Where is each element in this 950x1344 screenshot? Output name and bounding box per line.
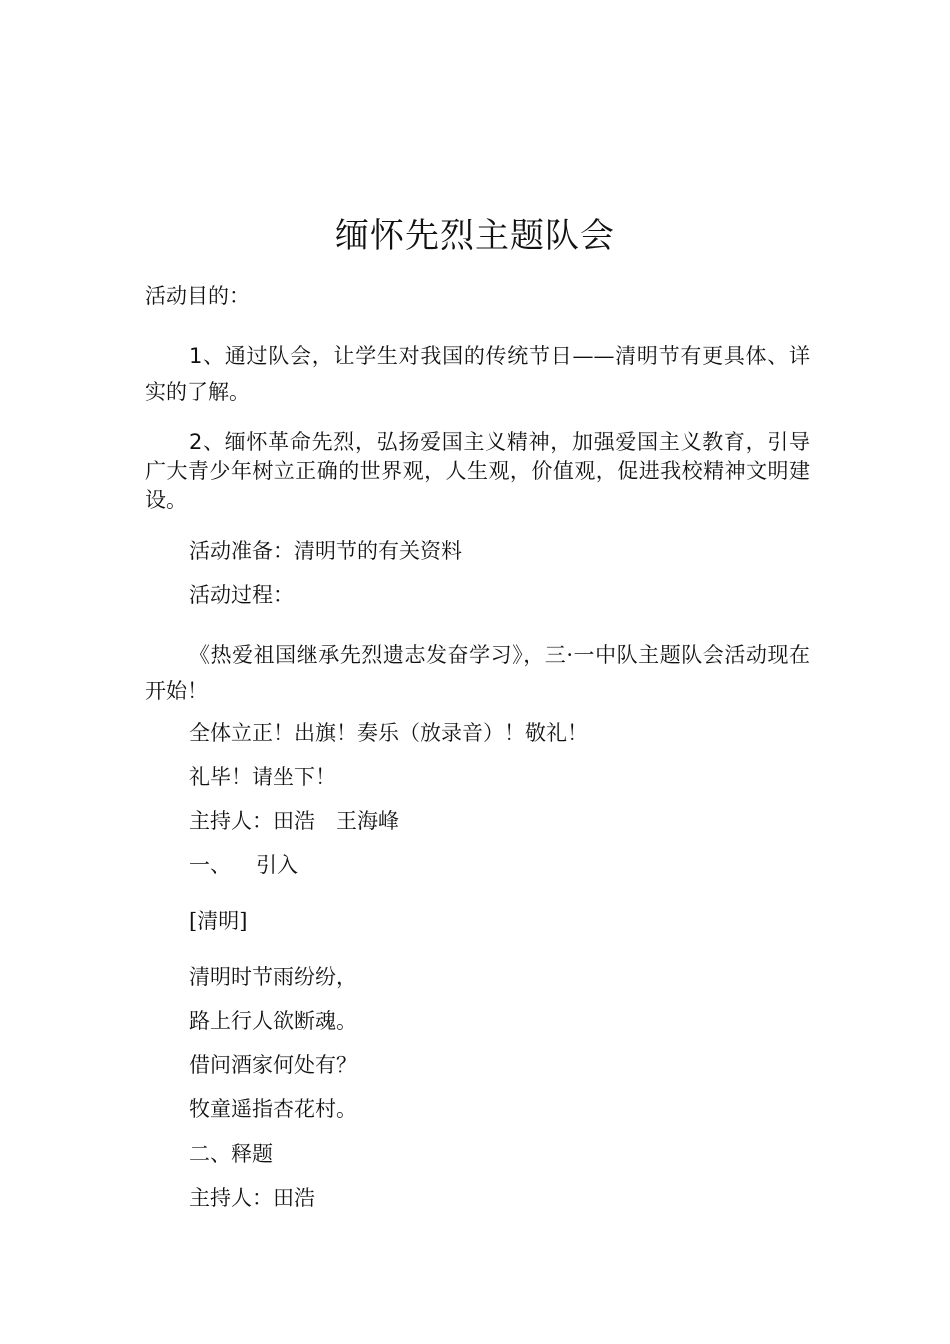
document-title: 缅怀先烈主题队会 [335, 216, 615, 256]
purpose-heading: 活动目的： [145, 284, 250, 308]
goal-1-text: 、通过队会，让学生对我国的传统节日——清明节有更具体、详实的了解。 [145, 344, 810, 404]
poem-line: 路上行人欲断魂。 [189, 1009, 357, 1033]
opening-paragraph: 《热爱祖国继承先烈遗志发奋学习》，三·一中队主题队会活动现在开始！ [145, 643, 810, 703]
goal-2-number: 2 [189, 430, 203, 454]
poem-line: 牧童遥指杏花村。 [189, 1097, 357, 1121]
section-2-heading: 二、释题 [189, 1142, 273, 1166]
poem-line: 清明时节雨纷纷， [189, 965, 357, 989]
sit-down-line: 礼毕！请坐下！ [189, 765, 336, 789]
hosts-line: 主持人：田浩 王海峰 [189, 809, 399, 833]
ceremony-line: 全体立正！出旗！奏乐（放录音）！敬礼！ [189, 721, 588, 745]
section-1-title: 引入 [256, 853, 298, 877]
host-2-line: 主持人：田浩 [189, 1186, 315, 1210]
goal-1-paragraph [145, 338, 810, 410]
goal-2-paragraph [145, 428, 810, 515]
goal-1-number: 1 [189, 344, 203, 368]
poem-line: 借问酒家何处有？ [189, 1053, 357, 1077]
poem-title: [清明] [189, 909, 248, 933]
preparation-line: 活动准备：清明节的有关资料 [189, 539, 462, 563]
process-heading: 活动过程： [189, 583, 294, 607]
goal-2-text: 、缅怀革命先烈，弘扬爱国主义精神，加强爱国主义教育，引导广大青少年树立正确的世界观，人生观，价值观，促进我校精神文明建设。 [145, 430, 810, 512]
section-1-number: 一、 [189, 853, 231, 877]
